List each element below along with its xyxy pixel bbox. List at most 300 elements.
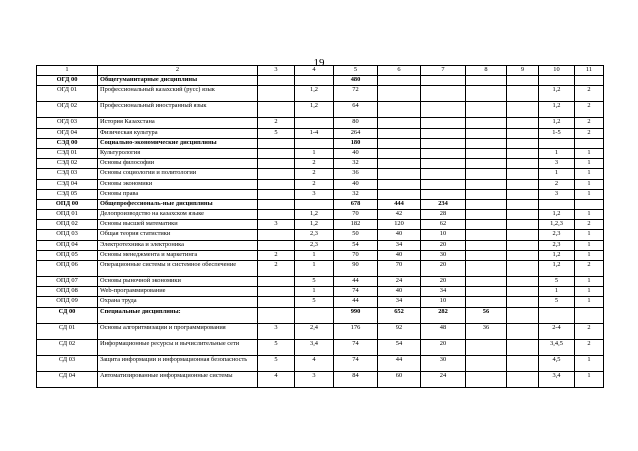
table-cell	[466, 250, 507, 260]
table-cell	[507, 355, 539, 371]
table-cell: 2-4	[539, 323, 575, 339]
table-header	[37, 66, 604, 76]
header-cell: 10	[539, 66, 575, 76]
table-cell	[507, 287, 539, 297]
row-title-cell: Социально-экономические дисциплины	[98, 138, 258, 148]
table-cell	[378, 189, 421, 199]
row-title-cell: Делопроизводство на казахском языке	[98, 210, 258, 220]
table-cell	[295, 307, 334, 323]
table-cell: 28	[421, 210, 466, 220]
row-code-cell: СД 03	[37, 355, 98, 371]
table-cell: 4	[295, 355, 334, 371]
table-cell	[507, 86, 539, 102]
table-cell: 2	[295, 159, 334, 169]
row-code-cell: СЭД 04	[37, 179, 98, 189]
table-cell	[507, 138, 539, 148]
row-title-cell: Общегуманитарные дисциплины	[98, 76, 258, 86]
table-cell: 3	[258, 220, 295, 230]
table-cell	[466, 148, 507, 158]
table-cell: 2	[575, 220, 604, 230]
table-cell	[575, 76, 604, 86]
table-cell: 2	[258, 118, 295, 128]
table-cell: 1	[575, 371, 604, 387]
table-cell: 1,2	[295, 210, 334, 220]
row-title-cell: Охрана труда	[98, 297, 258, 307]
table-cell: 48	[421, 323, 466, 339]
table-row	[37, 277, 604, 287]
table-cell: 40	[378, 287, 421, 297]
table-cell: 1,2	[539, 86, 575, 102]
table-cell: 32	[334, 189, 378, 199]
table-cell	[421, 128, 466, 138]
table-cell: 3	[295, 371, 334, 387]
table-cell: 2	[575, 261, 604, 277]
table-cell	[421, 179, 466, 189]
table-cell: 1	[575, 287, 604, 297]
table-cell: 1	[575, 240, 604, 250]
table-cell: 1-4	[295, 128, 334, 138]
table-cell	[258, 138, 295, 148]
table-cell	[466, 199, 507, 209]
row-code-cell: СД 02	[37, 339, 98, 355]
table-cell: 54	[334, 240, 378, 250]
table-row	[37, 210, 604, 220]
table-cell: 90	[334, 261, 378, 277]
table-row	[37, 86, 604, 102]
table-cell: 2	[575, 323, 604, 339]
table-cell	[466, 118, 507, 128]
table-cell: 5	[258, 128, 295, 138]
table-cell	[539, 199, 575, 209]
table-cell: 444	[378, 199, 421, 209]
table-cell: 20	[421, 240, 466, 250]
table-cell: 264	[334, 128, 378, 138]
row-code-cell: СЭД 00	[37, 138, 98, 148]
table-cell	[507, 261, 539, 277]
table-cell	[258, 307, 295, 323]
section-row	[37, 199, 604, 209]
table-cell: 1	[575, 250, 604, 260]
table-row	[37, 297, 604, 307]
header-cell: 8	[466, 66, 507, 76]
table-cell: 1	[295, 250, 334, 260]
table-cell	[378, 102, 421, 118]
table-cell	[507, 102, 539, 118]
table-cell	[378, 159, 421, 169]
table-cell	[466, 128, 507, 138]
header-cell: 3	[258, 66, 295, 76]
table-cell: 70	[334, 210, 378, 220]
row-title-cell: Общая теория статистики	[98, 230, 258, 240]
table-cell	[507, 128, 539, 138]
table-row	[37, 179, 604, 189]
table-cell	[258, 76, 295, 86]
table-cell: 34	[378, 297, 421, 307]
table-cell	[507, 210, 539, 220]
table-cell: 34	[378, 240, 421, 250]
table-cell	[295, 199, 334, 209]
table-cell	[539, 307, 575, 323]
table-cell: 3,4,5	[539, 339, 575, 355]
table-cell: 20	[421, 261, 466, 277]
row-code-cell: СЭД 05	[37, 189, 98, 199]
table-cell: 1	[539, 169, 575, 179]
table-cell: 1	[575, 159, 604, 169]
table-cell: 24	[421, 371, 466, 387]
table-cell	[295, 118, 334, 128]
table-cell	[258, 230, 295, 240]
table-cell: 2,4	[295, 323, 334, 339]
table-cell: 24	[378, 277, 421, 287]
table-cell	[258, 102, 295, 118]
table-cell: 1	[575, 210, 604, 220]
table-cell: 1-5	[539, 128, 575, 138]
row-title-cell: Основы философии	[98, 159, 258, 169]
table-cell	[378, 179, 421, 189]
table-row	[37, 169, 604, 179]
table-cell: 4,5	[539, 355, 575, 371]
header-row	[37, 66, 604, 76]
table-cell: 180	[334, 138, 378, 148]
row-code-cell: ОПД 02	[37, 220, 98, 230]
table-cell	[258, 169, 295, 179]
table-cell: 54	[378, 339, 421, 355]
table-row	[37, 240, 604, 250]
table-cell	[421, 148, 466, 158]
table-cell	[507, 148, 539, 158]
table-cell: 50	[334, 230, 378, 240]
table-cell: 1,2	[539, 118, 575, 128]
header-cell: 2	[98, 66, 258, 76]
table-cell: 70	[378, 261, 421, 277]
row-code-cell: СЭД 02	[37, 159, 98, 169]
table-cell	[507, 339, 539, 355]
table-cell	[575, 307, 604, 323]
table-cell: 20	[421, 339, 466, 355]
table-cell: 1	[575, 148, 604, 158]
table-cell: 1	[575, 277, 604, 287]
table-cell: 32	[334, 159, 378, 169]
table-cell: 2	[258, 261, 295, 277]
table-cell	[258, 199, 295, 209]
row-code-cell: ОПД 01	[37, 210, 98, 220]
table-cell: 80	[334, 118, 378, 128]
table-cell	[378, 76, 421, 86]
table-cell: 5	[539, 277, 575, 287]
page-number: 19	[313, 57, 325, 69]
table-row	[37, 148, 604, 158]
table-cell: 1	[539, 148, 575, 158]
table-row	[37, 118, 604, 128]
table-cell	[507, 297, 539, 307]
table-cell	[466, 287, 507, 297]
table-cell: 72	[334, 86, 378, 102]
table-cell	[466, 261, 507, 277]
table-cell	[466, 179, 507, 189]
table-cell	[258, 210, 295, 220]
table-cell: 74	[334, 339, 378, 355]
table-cell: 40	[334, 179, 378, 189]
row-title-cell: Электротехника и электроника	[98, 240, 258, 250]
table-cell: 5	[539, 297, 575, 307]
table-cell	[507, 277, 539, 287]
table-cell	[466, 355, 507, 371]
table-cell: 34	[421, 287, 466, 297]
table-cell	[466, 371, 507, 387]
table-cell: 1	[575, 230, 604, 240]
row-code-cell: СЭД 01	[37, 148, 98, 158]
table-cell	[507, 240, 539, 250]
table-cell	[378, 128, 421, 138]
table-cell: 5	[258, 355, 295, 371]
row-title-cell: Специальные дисциплины:	[98, 307, 258, 323]
row-code-cell: ОПД 09	[37, 297, 98, 307]
table-cell	[466, 210, 507, 220]
table-cell	[507, 118, 539, 128]
table-cell: 1,2	[539, 250, 575, 260]
table-cell: 74	[334, 355, 378, 371]
table-cell	[466, 159, 507, 169]
table-cell: 3	[295, 189, 334, 199]
row-title-cell: Профессиональный казахский (русс) язык	[98, 86, 258, 102]
table-cell: 1,2,3	[539, 220, 575, 230]
table-cell	[507, 76, 539, 86]
table-cell	[421, 159, 466, 169]
table-cell: 234	[421, 199, 466, 209]
row-code-cell: ОГД 02	[37, 102, 98, 118]
row-title-cell: Операционные системы и системное обеспечение	[98, 261, 258, 277]
row-title-cell: Основы права	[98, 189, 258, 199]
table-cell: 44	[334, 297, 378, 307]
row-code-cell: ОГД 00	[37, 76, 98, 86]
table-cell	[421, 118, 466, 128]
row-code-cell: СД 04	[37, 371, 98, 387]
table-cell: 2	[258, 250, 295, 260]
row-code-cell: ОГД 01	[37, 86, 98, 102]
table-cell: 5	[258, 339, 295, 355]
row-title-cell: Основы социологии и политологии	[98, 169, 258, 179]
table-row	[37, 102, 604, 118]
row-code-cell: ОПД 05	[37, 250, 98, 260]
table-cell	[466, 169, 507, 179]
table-row	[37, 355, 604, 371]
table-cell	[378, 148, 421, 158]
table-cell: 120	[378, 220, 421, 230]
table-cell: 1,2	[295, 220, 334, 230]
table-cell	[466, 240, 507, 250]
table-cell: 2	[295, 169, 334, 179]
table-cell: 990	[334, 307, 378, 323]
table-cell: 3	[539, 189, 575, 199]
table-cell: 2	[539, 179, 575, 189]
table-cell	[539, 138, 575, 148]
table-cell	[466, 297, 507, 307]
table-cell: 10	[421, 297, 466, 307]
row-code-cell: ОГД 03	[37, 118, 98, 128]
table-cell: 3	[258, 323, 295, 339]
row-title-cell: Основы экономики	[98, 179, 258, 189]
table-cell: 652	[378, 307, 421, 323]
table-cell	[258, 277, 295, 287]
row-code-cell: ОПД 04	[37, 240, 98, 250]
table-cell	[258, 287, 295, 297]
table-cell: 2	[575, 118, 604, 128]
row-code-cell: ОГД 04	[37, 128, 98, 138]
section-row	[37, 138, 604, 148]
header-cell: 5	[334, 66, 378, 76]
table-cell	[421, 76, 466, 86]
table-cell	[507, 230, 539, 240]
header-cell: 6	[378, 66, 421, 76]
table-cell	[466, 76, 507, 86]
table-cell: 1,2	[295, 102, 334, 118]
row-title-cell: Основы менеджмента и маркетинга	[98, 250, 258, 260]
row-title-cell: Основы рыночной экономики	[98, 277, 258, 287]
table-cell	[507, 371, 539, 387]
table-cell	[507, 179, 539, 189]
table-cell	[507, 159, 539, 169]
row-title-cell: Физическая культура	[98, 128, 258, 138]
table-cell: 1	[575, 355, 604, 371]
table-cell: 2	[575, 86, 604, 102]
table-cell: 40	[334, 148, 378, 158]
table-cell: 2,3	[539, 240, 575, 250]
table-cell	[507, 323, 539, 339]
table-cell: 1	[295, 287, 334, 297]
table-cell	[378, 169, 421, 179]
table-cell: 10	[421, 230, 466, 240]
table-cell: 36	[466, 323, 507, 339]
table-cell: 2	[575, 128, 604, 138]
table-cell: 1,2	[295, 86, 334, 102]
row-title-cell: Культурология	[98, 148, 258, 158]
table-row	[37, 128, 604, 138]
table-cell	[258, 240, 295, 250]
table-row	[37, 323, 604, 339]
table-cell: 1,2	[539, 210, 575, 220]
table-cell	[466, 138, 507, 148]
row-code-cell: ОПД 06	[37, 261, 98, 277]
table-cell	[575, 138, 604, 148]
table-row	[37, 230, 604, 240]
table-cell: 2	[575, 339, 604, 355]
table-cell: 30	[421, 355, 466, 371]
table-cell: 3,4	[295, 339, 334, 355]
table-cell: 2	[295, 179, 334, 189]
table-cell	[295, 138, 334, 148]
table-cell: 1	[539, 287, 575, 297]
table-cell	[258, 179, 295, 189]
row-title-cell: Web-программирование	[98, 287, 258, 297]
table-row	[37, 220, 604, 230]
row-code-cell: ОПД 00	[37, 199, 98, 209]
table-cell: 40	[378, 230, 421, 240]
row-code-cell: ОПД 08	[37, 287, 98, 297]
row-code-cell: СД 00	[37, 307, 98, 323]
table-cell	[378, 138, 421, 148]
table-cell	[421, 189, 466, 199]
table-cell	[507, 169, 539, 179]
row-code-cell: ОПД 03	[37, 230, 98, 240]
table-cell: 3	[539, 159, 575, 169]
table-cell: 84	[334, 371, 378, 387]
table-cell	[507, 199, 539, 209]
table-cell	[258, 297, 295, 307]
row-title-cell: Профессиональный иностранный язык	[98, 102, 258, 118]
table-cell: 74	[334, 287, 378, 297]
table-cell	[575, 199, 604, 209]
table-body	[37, 76, 604, 387]
table-cell	[258, 86, 295, 102]
curriculum-table	[36, 65, 604, 388]
table-cell	[466, 189, 507, 199]
table-cell: 64	[334, 102, 378, 118]
table-cell: 282	[421, 307, 466, 323]
table-cell: 1	[575, 179, 604, 189]
table-row	[37, 371, 604, 387]
table-cell: 1	[575, 169, 604, 179]
table-cell: 1	[575, 297, 604, 307]
row-code-cell: СД 01	[37, 323, 98, 339]
header-cell: 4	[295, 66, 334, 76]
table-cell: 5	[295, 277, 334, 287]
table-cell: 36	[334, 169, 378, 179]
table-cell	[466, 102, 507, 118]
table-cell: 176	[334, 323, 378, 339]
table-cell	[421, 138, 466, 148]
table-row	[37, 261, 604, 277]
table-cell: 30	[421, 250, 466, 260]
table-cell	[507, 189, 539, 199]
header-cell: 7	[421, 66, 466, 76]
table-cell: 2,3	[539, 230, 575, 240]
table-cell: 1	[295, 148, 334, 158]
table-cell: 1,2	[539, 261, 575, 277]
table-cell: 1,2	[539, 102, 575, 118]
table-cell: 5	[295, 297, 334, 307]
table-row	[37, 189, 604, 199]
table-row	[37, 287, 604, 297]
header-cell: 11	[575, 66, 604, 76]
header-cell: 1	[37, 66, 98, 76]
table-cell: 44	[334, 277, 378, 287]
row-title-cell: Основы высшей математики	[98, 220, 258, 230]
section-row	[37, 76, 604, 86]
table-cell: 60	[378, 371, 421, 387]
table-cell	[258, 189, 295, 199]
table-cell: 2	[575, 102, 604, 118]
table-cell: 480	[334, 76, 378, 86]
table-cell	[466, 86, 507, 102]
table-cell: 182	[334, 220, 378, 230]
table-cell: 678	[334, 199, 378, 209]
row-title-cell: История Казахстана	[98, 118, 258, 128]
table-cell	[507, 307, 539, 323]
table-cell	[421, 169, 466, 179]
table-cell	[295, 76, 334, 86]
table-cell	[466, 339, 507, 355]
table-cell	[378, 118, 421, 128]
table-row	[37, 159, 604, 169]
row-title-cell: Автоматизированные информационные системы	[98, 371, 258, 387]
table-cell	[378, 86, 421, 102]
table-cell	[507, 220, 539, 230]
table-cell: 40	[378, 250, 421, 260]
section-row	[37, 307, 604, 323]
table-cell: 44	[378, 355, 421, 371]
table-cell	[258, 148, 295, 158]
table-cell: 62	[421, 220, 466, 230]
